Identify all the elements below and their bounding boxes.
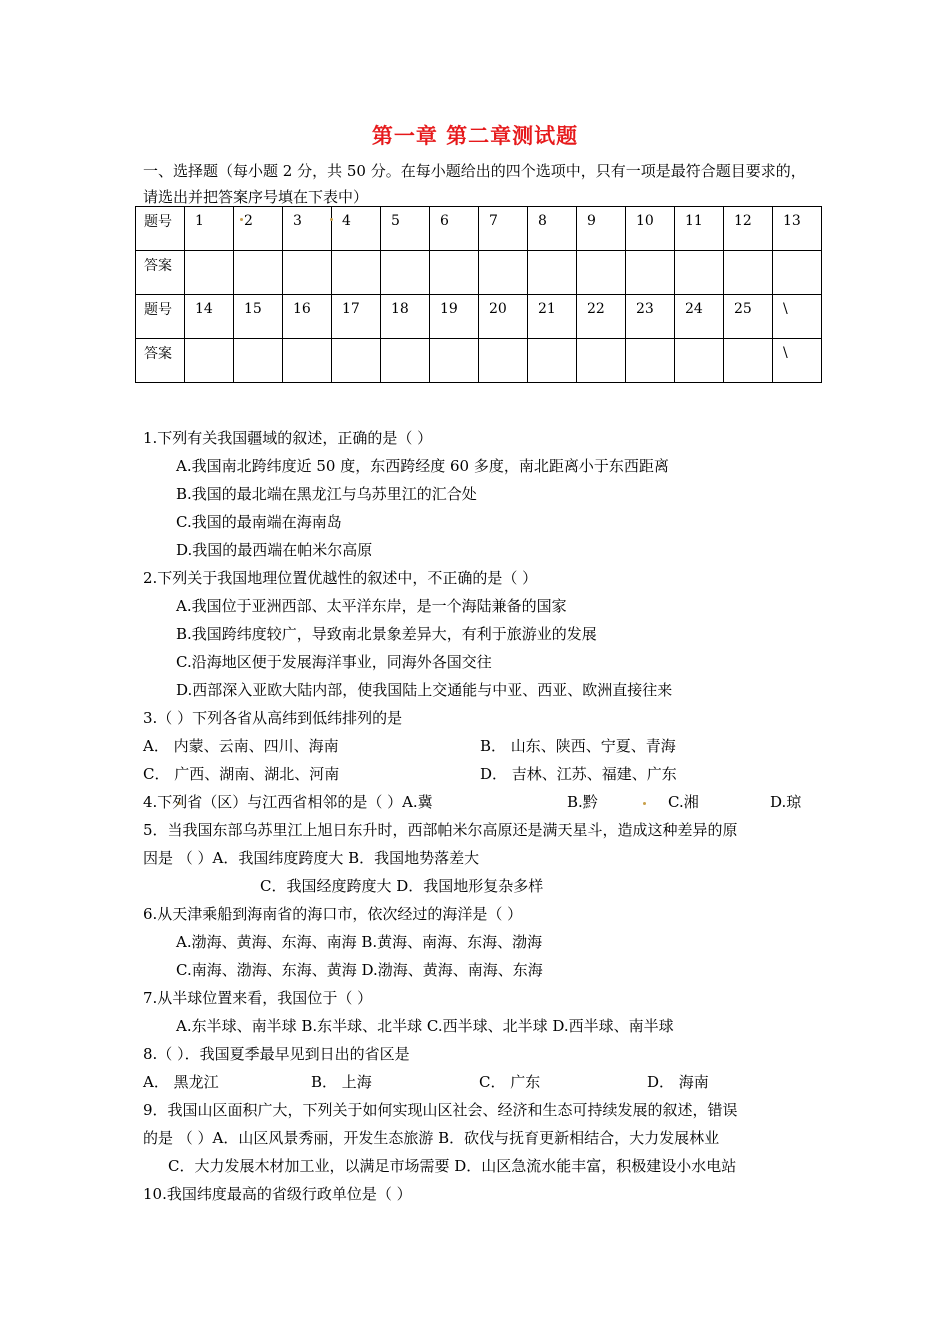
section-intro: 一、选择题（每小题 2 分，共 50 分。在每小题给出的四个选项中，只有一项是最符合题目要求的，请选出并把答案序号填在下表中）: [143, 162, 806, 206]
question-number-cell: 11: [675, 207, 724, 251]
question-8: 8.（ ）．我国夏季最早见到日出的省区是: [143, 1045, 410, 1063]
question-3-option-a: A． 内蒙、云南、四川、海南: [143, 737, 339, 755]
answer-cell[interactable]: [626, 251, 675, 295]
answer-cell[interactable]: [528, 251, 577, 295]
answer-cell[interactable]: [381, 339, 430, 383]
answer-cell[interactable]: [234, 251, 283, 295]
answer-cell[interactable]: [479, 251, 528, 295]
question-number-cell: 25: [724, 295, 773, 339]
question-8-option-a: A． 黑龙江: [143, 1073, 219, 1091]
question-8-option-c: C． 广东: [479, 1073, 541, 1091]
answer-cell[interactable]: [430, 251, 479, 295]
answer-cell[interactable]: [332, 339, 381, 383]
answer-cell[interactable]: [283, 339, 332, 383]
answer-table: [135, 206, 822, 383]
question-6: 6.从天津乘船到海南省的海口市，依次经过的海洋是（ ）: [143, 905, 523, 923]
question-6-options-ab: A.渤海、黄海、东海、南海 B.黄海、南海、东海、渤海: [176, 933, 543, 951]
question-number-cell: 18: [381, 295, 430, 339]
question-3-option-d: D． 吉林、江苏、福建、广东: [480, 765, 677, 783]
question-9: 9．我国山区面积广大，下列关于如何实现山区社会、经济和生态可持续发展的叙述，错误: [143, 1101, 738, 1119]
question-2-option-a: A.我国位于亚洲西部、太平洋东岸，是一个海陆兼备的国家: [176, 597, 567, 615]
answer-cell[interactable]: [626, 339, 675, 383]
question-1-option-a: A.我国南北跨纬度近 50 度，东西跨经度 60 多度，南北距离小于东西距离: [176, 457, 669, 475]
question-4: 4.下列省（区）与江西省相邻的是（ ）A.冀: [143, 793, 433, 811]
question-1: 1.下列有关我国疆域的叙述，正确的是（ ）: [143, 429, 433, 447]
answer-cell[interactable]: [577, 251, 626, 295]
question-number-cell: 12: [724, 207, 773, 251]
answer-cell[interactable]: [675, 339, 724, 383]
answer-cell[interactable]: [185, 339, 234, 383]
question-number-cell: 15: [234, 295, 283, 339]
question-2-option-b: B.我国跨纬度较广，导致南北景象差异大，有利于旅游业的发展: [176, 625, 597, 643]
question-5-line-2: 因是 （ ）A．我国纬度跨度大 B．我国地势落差大: [143, 849, 480, 867]
question-2-option-d: D.西部深入亚欧大陆内部，使我国陆上交通能与中亚、西亚、欧洲直接往来: [176, 681, 673, 699]
answer-cell[interactable]: [577, 339, 626, 383]
question-5: 5．当我国东部乌苏里江上旭日东升时，西部帕米尔高原还是满天星斗，造成这种差异的原: [143, 821, 738, 839]
question-9-line-2: 的是 （ ）A．山区风景秀丽，开发生态旅游 B．砍伐与抚育更新相结合，大力发展林业: [143, 1129, 720, 1147]
answer-cell-blank: \: [773, 339, 822, 383]
question-5-line-3: C．我国经度跨度大 D．我国地形复杂多样: [260, 877, 544, 895]
question-number-cell: 20: [479, 295, 528, 339]
question-number-cell: 16: [283, 295, 332, 339]
question-6-options-cd: C.南海、渤海、东海、黄海 D.渤海、黄海、南海、东海: [176, 961, 543, 979]
answer-cell[interactable]: [430, 339, 479, 383]
answer-cell[interactable]: [283, 251, 332, 295]
scan-speck: [643, 802, 646, 805]
question-4-option-d: D.琼: [770, 793, 802, 811]
question-2: 2.下列关于我国地理位置优越性的叙述中，不正确的是（ ）: [143, 569, 538, 587]
question-number-cell: 10: [626, 207, 675, 251]
question-number-cell: 9: [577, 207, 626, 251]
question-number-cell: 3: [283, 207, 332, 251]
question-2-option-c: C.沿海地区便于发展海洋事业，同海外各国交往: [176, 653, 492, 671]
table-row: [136, 251, 822, 295]
question-number-cell: 19: [430, 295, 479, 339]
question-number-cell: 24: [675, 295, 724, 339]
page-title: 第一章 第二章测试题: [371, 124, 579, 148]
question-3-option-c: C． 广西、湖南、湖北、河南: [143, 765, 340, 783]
question-number-cell: 8: [528, 207, 577, 251]
answer-cell[interactable]: [528, 339, 577, 383]
question-8-option-d: D． 海南: [647, 1073, 709, 1091]
answer-header: 答案: [136, 251, 185, 295]
question-number-cell: 14: [185, 295, 234, 339]
question-7-options: A.东半球、南半球 B.东半球、北半球 C.西半球、北半球 D.西半球、南半球: [176, 1017, 674, 1035]
question-number-header: 题号: [136, 295, 185, 339]
question-9-line-3: C．大力发展木材加工业，以满足市场需要 D．山区急流水能丰富，积极建设小水电站: [168, 1157, 737, 1175]
question-10: 10.我国纬度最高的省级行政单位是（ ）: [143, 1185, 412, 1203]
question-number-cell: 22: [577, 295, 626, 339]
scan-speck: [330, 218, 333, 221]
answer-cell[interactable]: [724, 339, 773, 383]
question-number-cell: 2: [234, 207, 283, 251]
question-1-option-c: C.我国的最南端在海南岛: [176, 513, 342, 531]
question-7: 7.从半球位置来看，我国位于（ ）: [143, 989, 373, 1007]
table-row: [136, 207, 822, 251]
question-number-cell: 7: [479, 207, 528, 251]
answer-cell[interactable]: [381, 251, 430, 295]
answer-cell[interactable]: [773, 251, 822, 295]
answer-cell[interactable]: [675, 251, 724, 295]
question-number-header: 题号: [136, 207, 185, 251]
answer-cell[interactable]: [332, 251, 381, 295]
question-number-cell: \: [773, 295, 822, 339]
question-number-cell: 13: [773, 207, 822, 251]
question-number-cell: 23: [626, 295, 675, 339]
question-1-option-d: D.我国的最西端在帕米尔高原: [176, 541, 373, 559]
question-4-option-c: C.湘: [668, 793, 699, 811]
question-number-cell: 1: [185, 207, 234, 251]
answer-cell[interactable]: [479, 339, 528, 383]
table-row: [136, 295, 822, 339]
question-number-cell: 5: [381, 207, 430, 251]
table-row: [136, 339, 822, 383]
question-number-cell: 17: [332, 295, 381, 339]
question-8-option-b: B． 上海: [311, 1073, 372, 1091]
question-number-cell: 4: [332, 207, 381, 251]
answer-cell[interactable]: [185, 251, 234, 295]
question-number-cell: 6: [430, 207, 479, 251]
question-number-cell: 21: [528, 295, 577, 339]
question-3: 3.（ ）下列各省从高纬到低纬排列的是: [143, 709, 403, 727]
answer-cell[interactable]: [234, 339, 283, 383]
scan-speck: [240, 218, 243, 221]
answer-cell[interactable]: [724, 251, 773, 295]
answer-header: 答案: [136, 339, 185, 383]
question-1-option-b: B.我国的最北端在黑龙江与乌苏里江的汇合处: [176, 485, 477, 503]
question-4-option-b: B.黔: [567, 793, 598, 811]
question-3-option-b: B． 山东、陕西、宁夏、青海: [480, 737, 676, 755]
